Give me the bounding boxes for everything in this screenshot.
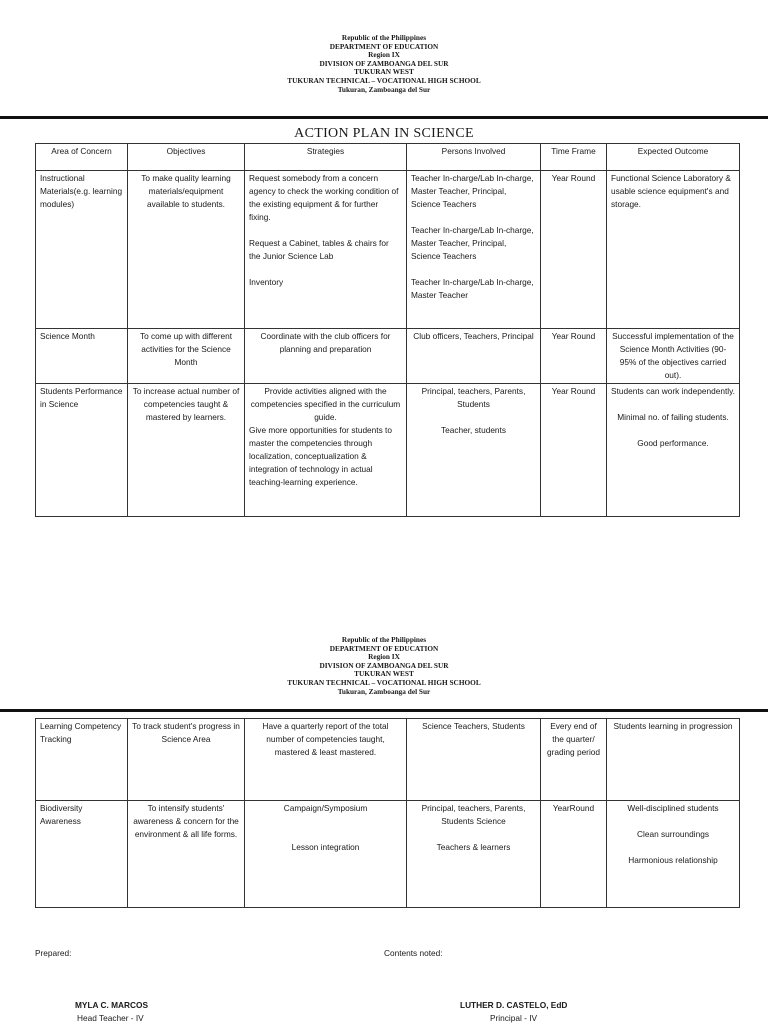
strategy-item: Request somebody from a concern agency to check the working condition of the existing equipment & for further fixing. [249, 173, 399, 222]
strategies-cell [245, 171, 407, 329]
letterhead-department: DEPARTMENT OF EDUCATION [329, 643, 439, 653]
persons-item: Principal, teachers, Parents, Students Science [421, 803, 526, 826]
outcome-item: Well-disciplined students [627, 803, 719, 813]
outcome-item: Successful implementation of the Science Month Activities (90- 95% of the objectives carried out). [612, 331, 734, 380]
outcome-item: Harmonious relationship [628, 855, 718, 865]
letterhead-school: TUKURAN TECHNICAL – VOCATIONAL HIGH SCHOOL [287, 75, 481, 85]
area-cell: Instructional Materials(e.g. learning modules) [36, 171, 128, 329]
outcome-item: Functional Science Laboratory & usable science equipment's and storage. [611, 173, 731, 209]
prepared-by-title: Head Teacher - IV [77, 1013, 144, 1023]
letterhead-address: Tukuran, Zamboanga del Sur [337, 84, 431, 94]
column-header: Strategies [245, 144, 407, 171]
persons-cell [407, 719, 541, 801]
table-row [36, 719, 740, 801]
strategy-item: Provide activities aligned with the competencies specified in the curriculum guide. [250, 386, 401, 422]
header-rule-page1 [0, 116, 768, 119]
strategy-item: Inventory [249, 277, 284, 287]
letterhead-page2 [0, 636, 768, 696]
noted-by-title: Principal - IV [490, 1013, 538, 1023]
strategy-item: Have a quarterly report of the total number of competencies taught, mastered & least mastered. [262, 721, 389, 757]
objective-cell: To come up with different activities for the Science Month [128, 329, 245, 384]
document-title: ACTION PLAN IN SCIENCE [294, 126, 474, 141]
time-frame-cell: YearRound [541, 801, 607, 908]
noted-label: Contents noted: [384, 948, 443, 958]
letterhead-district: TUKURAN WEST [354, 669, 414, 679]
outcome-cell [607, 719, 740, 801]
column-header: Persons Involved [407, 144, 541, 171]
letterhead-department: DEPARTMENT OF EDUCATION [329, 41, 439, 51]
outcome-item: Students can work independently. [611, 386, 735, 396]
outcome-item: Good performance. [637, 438, 709, 448]
letterhead-address: Tukuran, Zamboanga del Sur [337, 686, 431, 696]
letterhead-division: DIVISION OF ZAMBOANGA DEL SUR [319, 58, 449, 68]
time-frame-cell: Year Round [541, 329, 607, 384]
strategies-cell [245, 801, 407, 908]
strategy-item: Lesson integration [291, 842, 360, 852]
persons-item: Teacher In-charge/Lab In-charge, Master Teacher [411, 277, 534, 300]
outcome-cell [607, 384, 740, 517]
persons-item: Teacher In-charge/Lab In-charge, Master Teacher, Principal, Science Teachers [411, 173, 534, 209]
strategies-cell [245, 329, 407, 384]
objective-cell: To intensify students' awareness & concern for the environment & all life forms. [128, 801, 245, 908]
outcome-item: Clean surroundings [637, 829, 709, 839]
table-header-row [36, 144, 740, 171]
area-cell: Science Month [36, 329, 128, 384]
table-row [36, 171, 740, 329]
objective-cell: To increase actual number of competencies taught & mastered by learners. [128, 384, 245, 517]
strategy-item: Campaign/Symposium [283, 803, 368, 813]
persons-cell [407, 329, 541, 384]
persons-item: Teacher, students [440, 425, 507, 435]
letterhead-school: TUKURAN TECHNICAL – VOCATIONAL HIGH SCHOOL [287, 677, 481, 687]
letterhead-division: DIVISION OF ZAMBOANGA DEL SUR [319, 660, 449, 670]
persons-cell [407, 171, 541, 329]
letterhead-region: Region IX [368, 50, 400, 60]
time-frame-cell: Every end of the quarter/ grading period [541, 719, 607, 801]
persons-item: Teachers & learners [436, 842, 511, 852]
strategy-item: Give more opportunities for students to master the competencies through localization, conceptualization & integration of technology in actual teaching-learning experience. [249, 425, 392, 487]
prepared-by-name: MYLA C. MARCOS [75, 1000, 148, 1010]
outcome-item: Minimal no. of failing students. [617, 412, 729, 422]
column-header: Objectives [128, 144, 245, 171]
persons-item: Club officers, Teachers, Principal [413, 331, 534, 341]
column-header: Expected Outcome [607, 144, 740, 171]
area-cell: Learning Competency Tracking [36, 719, 128, 801]
objective-cell: To make quality learning materials/equipment available to students. [128, 171, 245, 329]
outcome-cell [607, 171, 740, 329]
column-header: Area of Concern [36, 144, 128, 171]
table-row [36, 384, 740, 517]
header-rule-page2 [0, 709, 768, 712]
strategies-cell [245, 384, 407, 517]
time-frame-cell: Year Round [541, 384, 607, 517]
letterhead-republic: Republic of the Philippines [341, 635, 427, 644]
outcome-item: Students learning in progression [613, 721, 733, 731]
objective-cell: To track student's progress in Science Area [128, 719, 245, 801]
strategies-cell [245, 719, 407, 801]
action-plan-table-page1 [35, 143, 740, 517]
persons-cell [407, 384, 541, 517]
persons-cell [407, 801, 541, 908]
prepared-label: Prepared: [35, 948, 72, 958]
outcome-cell [607, 329, 740, 384]
noted-by-name: LUTHER D. CASTELO, EdD [460, 1000, 568, 1010]
table-row [36, 329, 740, 384]
letterhead-region: Region IX [368, 652, 400, 662]
outcome-cell [607, 801, 740, 908]
table-row [36, 801, 740, 908]
time-frame-cell: Year Round [541, 171, 607, 329]
persons-item: Principal, teachers, Parents, Students [421, 386, 526, 409]
persons-item: Science Teachers, Students [422, 721, 525, 731]
strategy-item: Coordinate with the club officers for planning and preparation [260, 331, 391, 354]
letterhead-republic: Republic of the Philippines [341, 33, 427, 42]
area-cell: Students Performance in Science [36, 384, 128, 517]
action-plan-table-page2 [35, 718, 740, 908]
strategy-item: Request a Cabinet, tables & chairs for the Junior Science Lab [249, 238, 389, 261]
letterhead-page1 [0, 34, 768, 94]
column-header: Time Frame [541, 144, 607, 171]
area-cell: Biodiversity Awareness [36, 801, 128, 908]
letterhead-district: TUKURAN WEST [354, 67, 414, 77]
persons-item: Teacher In-charge/Lab In-charge, Master Teacher, Principal, Science Teachers [411, 225, 534, 261]
